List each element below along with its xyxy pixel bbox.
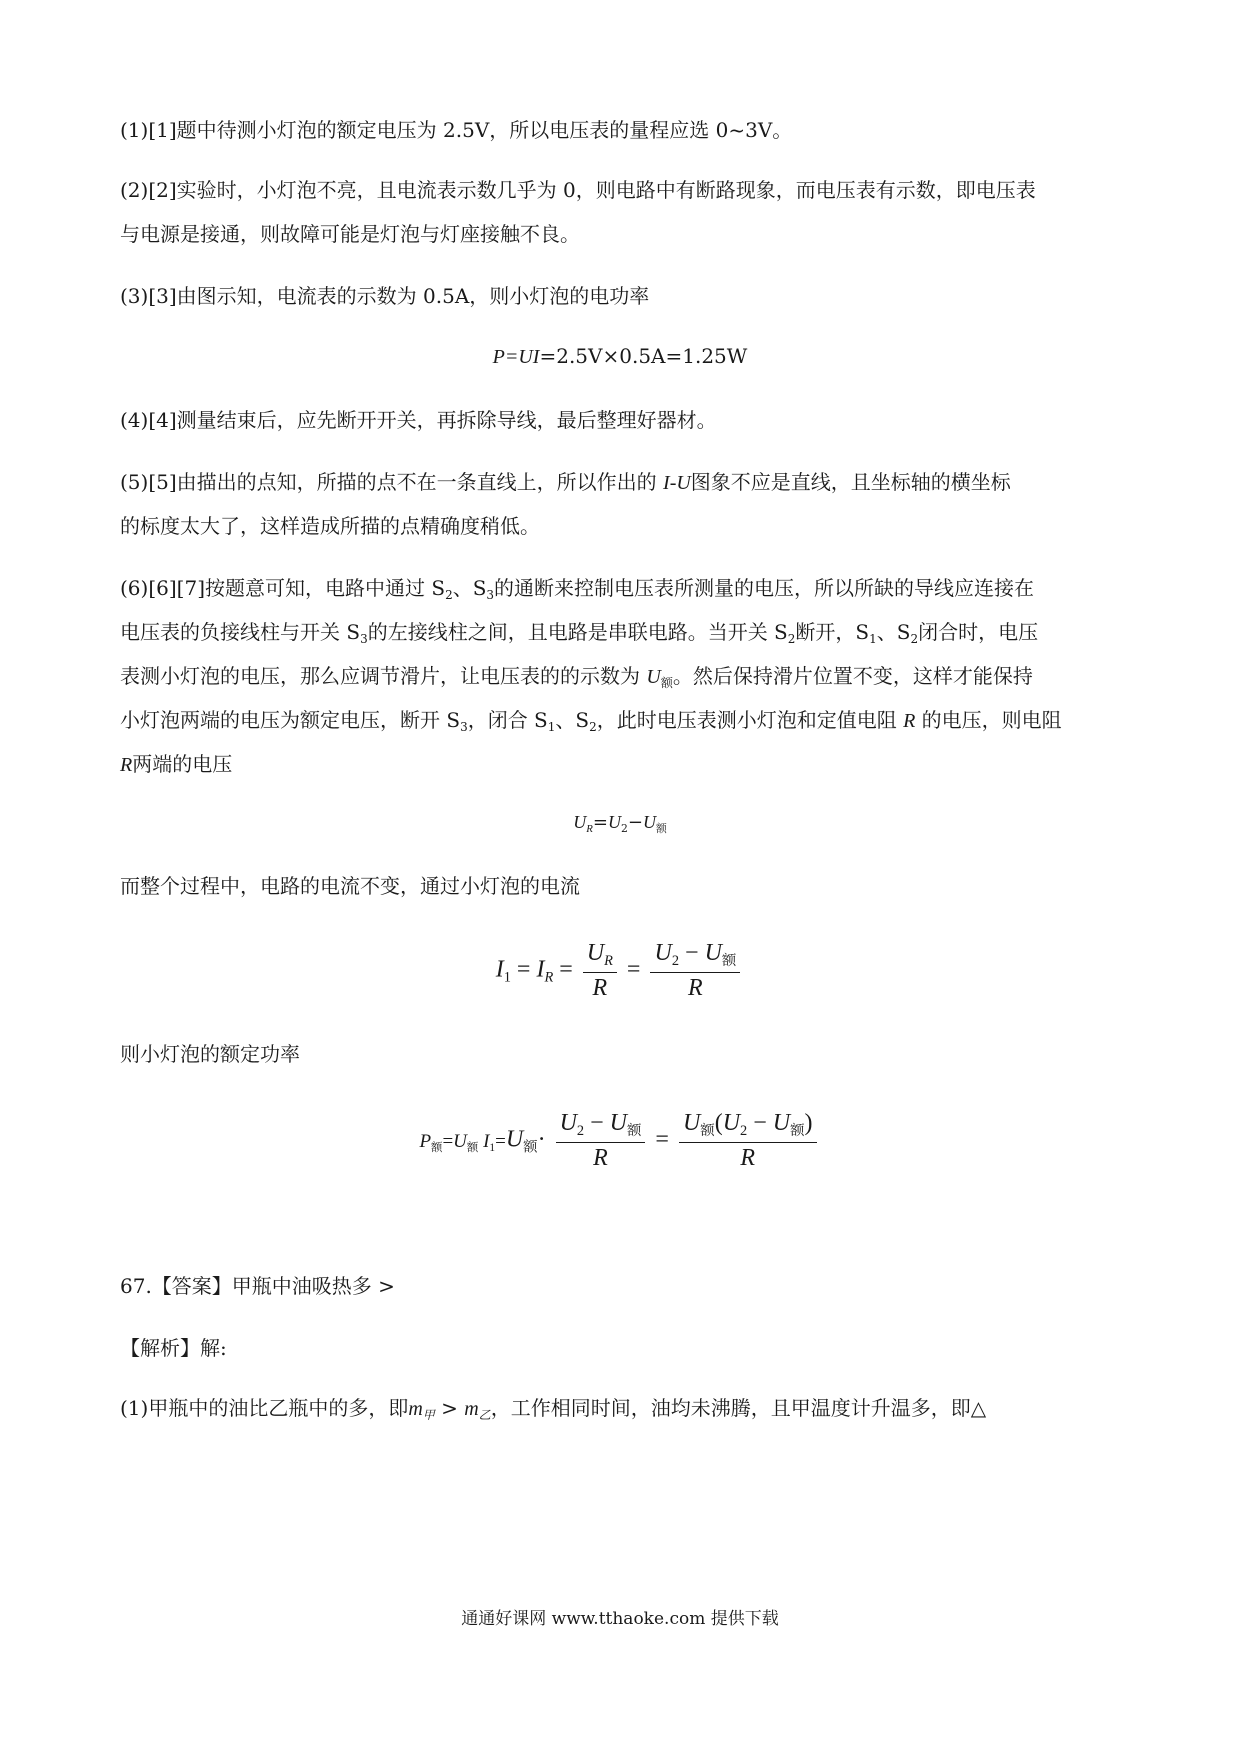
fraction-ur-r: $\frac{U_R}{R}$ bbox=[583, 940, 617, 1002]
para-6-line-2: 电压表的负接线柱与开关 $S_3$的左接线柱之间，且电路是串联电路。当开关 $S_2$断开，$S_1$、$S_2$闭合时，电压 bbox=[120, 620, 1039, 647]
analysis-heading: 【解析】解: bbox=[120, 1336, 227, 1360]
equation-power: P=UI=2.5V×0.5A=1.25W bbox=[492, 344, 748, 368]
para-4: (4)[4]测量结束后，应先断开开关，再拆除导线，最后整理好器材。 bbox=[120, 408, 717, 432]
equation-rated-power: $P_额=U_额$ $I_1=U_额\cdot$ $\frac{U_2 - U_额}{R}$ = $\frac{U_额(U_2 - U_额)}{R}$ bbox=[0, 1110, 1240, 1172]
para-5-line-2: 的标度太大了，这样造成所描的点精确度稍低。 bbox=[120, 514, 540, 538]
page-footer: 通通好课网 www.tthaoke.com 提供下载 bbox=[461, 1609, 779, 1629]
para-8: 则小灯泡的额定功率 bbox=[120, 1042, 300, 1066]
para-6-line-4: 小灯泡两端的电压为额定电压，断开 $S_3$，闭合 $S_1$、$S_2$，此时电压表测小灯泡和定值电阻 R 的电压，则电阻 bbox=[120, 708, 1062, 735]
para-3: (3)[3]由图示知，电流表的示数为 0.5A，则小灯泡的电功率 bbox=[120, 284, 650, 308]
fraction-u2-minus-ue-r: $\frac{U_2 - U_额}{R}$ bbox=[650, 940, 740, 1002]
fraction-u2-minus-ue-r-2: $\frac{U_2 - U_额}{R}$ bbox=[556, 1110, 646, 1172]
para-6-line-1: (6)[6][7]按题意可知，电路中通过 $S_2$、$S_3$的通断来控制电压表所测量的电压，所以所缺的导线应连接在 bbox=[120, 576, 1035, 603]
fraction-ue-times-diff-r: $\frac{U_额(U_2 - U_额)}{R}$ bbox=[679, 1110, 817, 1172]
answer-67: 67.【答案】甲瓶中油吸热多 > bbox=[120, 1274, 395, 1298]
para-5-line-1: (5)[5]由描出的点知，所描的点不在一条直线上，所以作出的 I-U图象不应是直线，且坐标轴的横坐标 bbox=[120, 470, 1011, 494]
para-9: (1)甲瓶中的油比乙瓶中的多，即$m_甲 > m_乙$，工作相同时间，油均未沸腾，且甲温度计升温多，即△ bbox=[120, 1396, 987, 1423]
para-6-line-5: R两端的电压 bbox=[120, 752, 233, 776]
para-1: (1)[1]题中待测小灯泡的额定电压为 2.5V，所以电压表的量程应选 0~3V。 bbox=[120, 118, 793, 142]
para-2-line-1: (2)[2]实验时，小灯泡不亮，且电流表示数几乎为 0，则电路中有断路现象，而电压表有示数，即电压表 bbox=[120, 178, 1036, 202]
para-2-line-2: 与电源是接通，则故障可能是灯泡与灯座接触不良。 bbox=[120, 222, 580, 246]
equation-current: $I_1 = I_R$ = $\frac{U_R}{R}$ = $\frac{U_2 - U_额}{R}$ bbox=[0, 940, 1240, 1002]
para-7: 而整个过程中，电路的电流不变，通过小灯泡的电流 bbox=[120, 874, 580, 898]
equation-ur: $U_R=U_2-U_额$ bbox=[573, 812, 667, 835]
para-6-line-3: 表测小灯泡的电压，那么应调节滑片，让电压表的的示数为 $U_额$。然后保持滑片位置不变，这样才能保持 bbox=[120, 664, 1033, 691]
